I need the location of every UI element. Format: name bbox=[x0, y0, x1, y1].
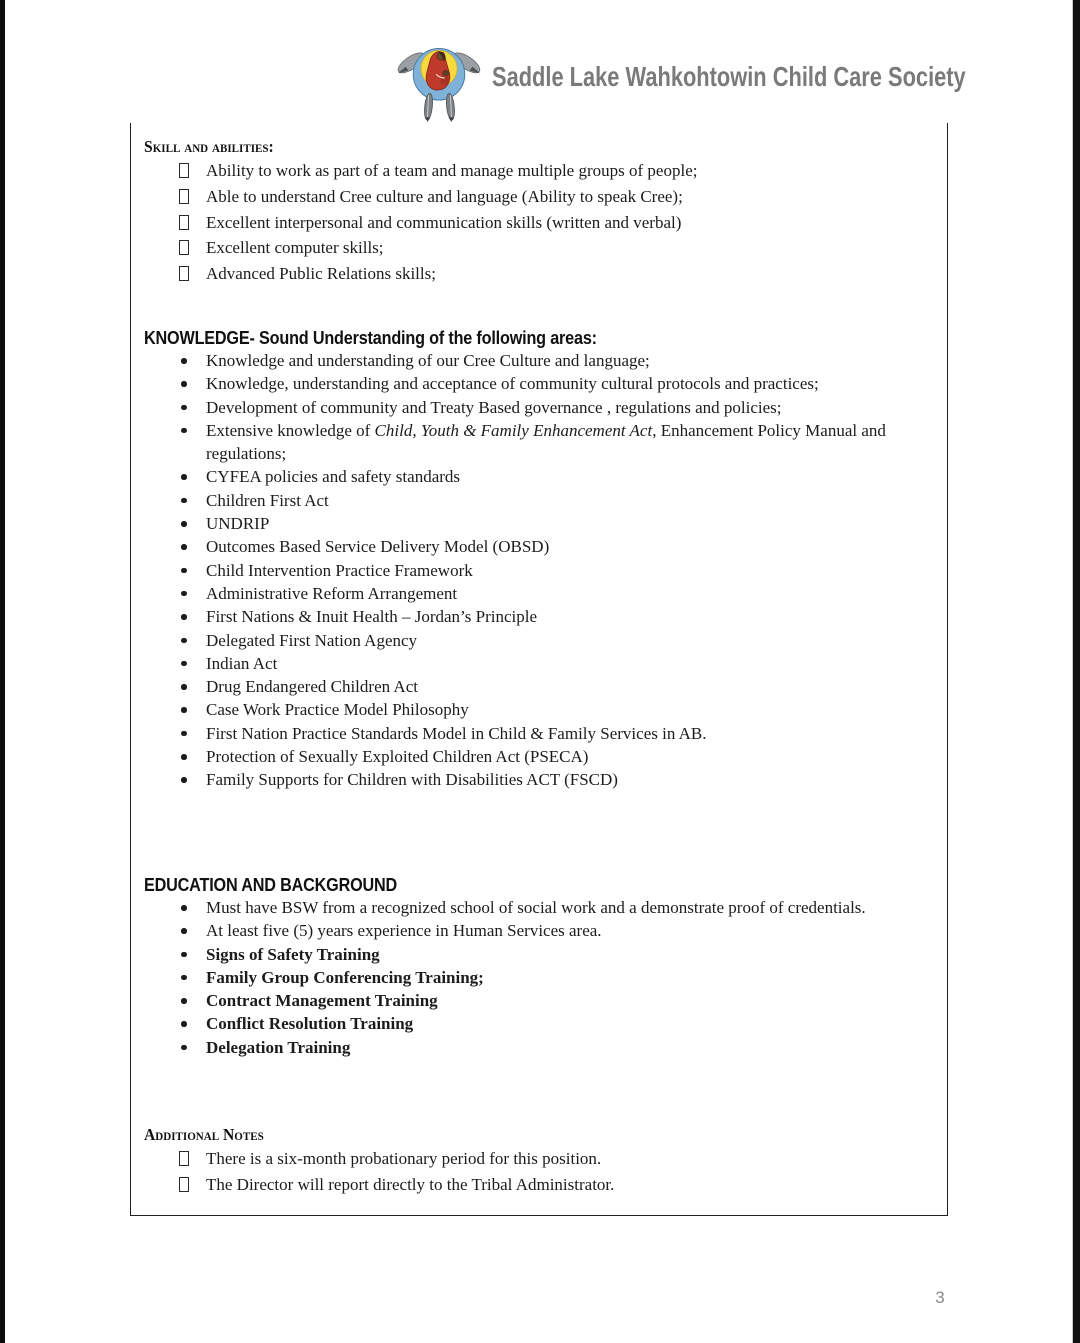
dot-bullet-icon bbox=[181, 928, 187, 934]
dot-bullet-icon bbox=[181, 777, 187, 783]
box-bullet-icon bbox=[179, 1177, 189, 1192]
page-number: 3 bbox=[935, 1288, 945, 1307]
list-item: First Nation Practice Standards Model in Child & Family Services in AB. bbox=[144, 722, 934, 745]
list-item: Family Group Conferencing Training; bbox=[144, 966, 934, 989]
list-item: The Director will report directly to the Tribal Administrator. bbox=[144, 1172, 934, 1198]
section-heading: Skill and abilities: bbox=[144, 137, 274, 156]
dot-bullet-icon bbox=[181, 544, 187, 550]
list-item: UNDRIP bbox=[144, 512, 934, 535]
dot-bullet-icon bbox=[181, 358, 187, 364]
dot-bullet-icon bbox=[181, 684, 187, 690]
section-skills bbox=[144, 136, 934, 287]
list-item: Excellent interpersonal and communication skills (written and verbal) bbox=[144, 210, 934, 236]
section-knowledge bbox=[144, 327, 934, 792]
dot-bullet-icon bbox=[181, 905, 187, 911]
dot-bullet-icon bbox=[181, 428, 187, 434]
list-item: Knowledge, understanding and acceptance of community cultural protocols and practices; bbox=[144, 372, 934, 395]
dot-bullet-icon bbox=[181, 754, 187, 760]
list-item: Able to understand Cree culture and language (Ability to speak Cree); bbox=[144, 184, 934, 210]
dot-bullet-icon bbox=[181, 381, 187, 387]
education-list bbox=[144, 896, 934, 1059]
list-item: CYFEA policies and safety standards bbox=[144, 465, 934, 488]
list-item: Delegation Training bbox=[144, 1036, 934, 1059]
dot-bullet-icon bbox=[181, 952, 187, 958]
box-bullet-icon bbox=[179, 163, 189, 178]
list-item: Advanced Public Relations skills; bbox=[144, 261, 934, 287]
list-item: Conflict Resolution Training bbox=[144, 1012, 934, 1035]
list-item: At least five (5) years experience in Human Services area. bbox=[144, 919, 934, 942]
list-item: Signs of Safety Training bbox=[144, 943, 934, 966]
list-item: Knowledge and understanding of our Cree Culture and language; bbox=[144, 349, 934, 372]
list-item: First Nations & Inuit Health – Jordan’s Principle bbox=[144, 605, 934, 628]
section-education bbox=[144, 874, 934, 1059]
list-item: Extensive knowledge of Child, Youth & Family Enhancement Act, Enhancement Policy Manual and regulations; bbox=[144, 419, 934, 466]
dot-bullet-icon bbox=[181, 731, 187, 737]
list-item: Indian Act bbox=[144, 652, 934, 675]
section-heading: KNOWLEDGE- Sound Understanding of the following areas: bbox=[144, 328, 597, 348]
dot-bullet-icon bbox=[181, 707, 187, 713]
dot-bullet-icon bbox=[181, 614, 187, 620]
list-item: Development of community and Treaty Based governance , regulations and policies; bbox=[144, 396, 934, 419]
dot-bullet-icon bbox=[181, 474, 187, 480]
section-heading: EDUCATION AND BACKGROUND bbox=[144, 875, 398, 895]
notes-list bbox=[144, 1146, 934, 1197]
dot-bullet-icon bbox=[181, 998, 187, 1004]
dot-bullet-icon bbox=[181, 1021, 187, 1027]
dot-bullet-icon bbox=[181, 405, 187, 411]
list-item: Must have BSW from a recognized school of social work and a demonstrate proof of credentials. bbox=[144, 896, 934, 919]
list-item: Drug Endangered Children Act bbox=[144, 675, 934, 698]
dot-bullet-icon bbox=[181, 661, 187, 667]
list-item: Delegated First Nation Agency bbox=[144, 629, 934, 652]
list-item: Case Work Practice Model Philosophy bbox=[144, 698, 934, 721]
list-item: Excellent computer skills; bbox=[144, 235, 934, 261]
list-item: Child Intervention Practice Framework bbox=[144, 559, 934, 582]
dot-bullet-icon bbox=[181, 591, 187, 597]
photo-edge-right bbox=[1072, 0, 1080, 1343]
box-bullet-icon bbox=[179, 240, 189, 255]
list-item: There is a six-month probationary period for this position. bbox=[144, 1146, 934, 1172]
list-item: Children First Act bbox=[144, 489, 934, 512]
box-bullet-icon bbox=[179, 1151, 189, 1166]
section-additional-notes bbox=[144, 1124, 934, 1197]
list-item: Contract Management Training bbox=[144, 989, 934, 1012]
section-heading: Additional Notes bbox=[144, 1125, 264, 1144]
list-item: Administrative Reform Arrangement bbox=[144, 582, 934, 605]
org-logo-icon bbox=[396, 38, 482, 122]
dot-bullet-icon bbox=[181, 568, 187, 574]
dot-bullet-icon bbox=[181, 975, 187, 981]
list-item: Outcomes Based Service Delivery Model (OBSD) bbox=[144, 535, 934, 558]
photo-edge-left bbox=[0, 0, 5, 1343]
box-bullet-icon bbox=[179, 215, 189, 230]
box-bullet-icon bbox=[179, 266, 189, 281]
list-item: Ability to work as part of a team and manage multiple groups of people; bbox=[144, 158, 934, 184]
dot-bullet-icon bbox=[181, 638, 187, 644]
document-text-box bbox=[130, 123, 948, 1216]
dot-bullet-icon bbox=[181, 1045, 187, 1051]
list-item: Protection of Sexually Exploited Children Act (PSECA) bbox=[144, 745, 934, 768]
list-item: Family Supports for Children with Disabilities ACT (FSCD) bbox=[144, 768, 934, 791]
dot-bullet-icon bbox=[181, 521, 187, 527]
skills-list bbox=[144, 158, 934, 287]
dot-bullet-icon bbox=[181, 498, 187, 504]
box-bullet-icon bbox=[179, 189, 189, 204]
knowledge-list bbox=[144, 349, 934, 792]
org-name: Saddle Lake Wahkohtowin Child Care Society bbox=[492, 61, 966, 92]
